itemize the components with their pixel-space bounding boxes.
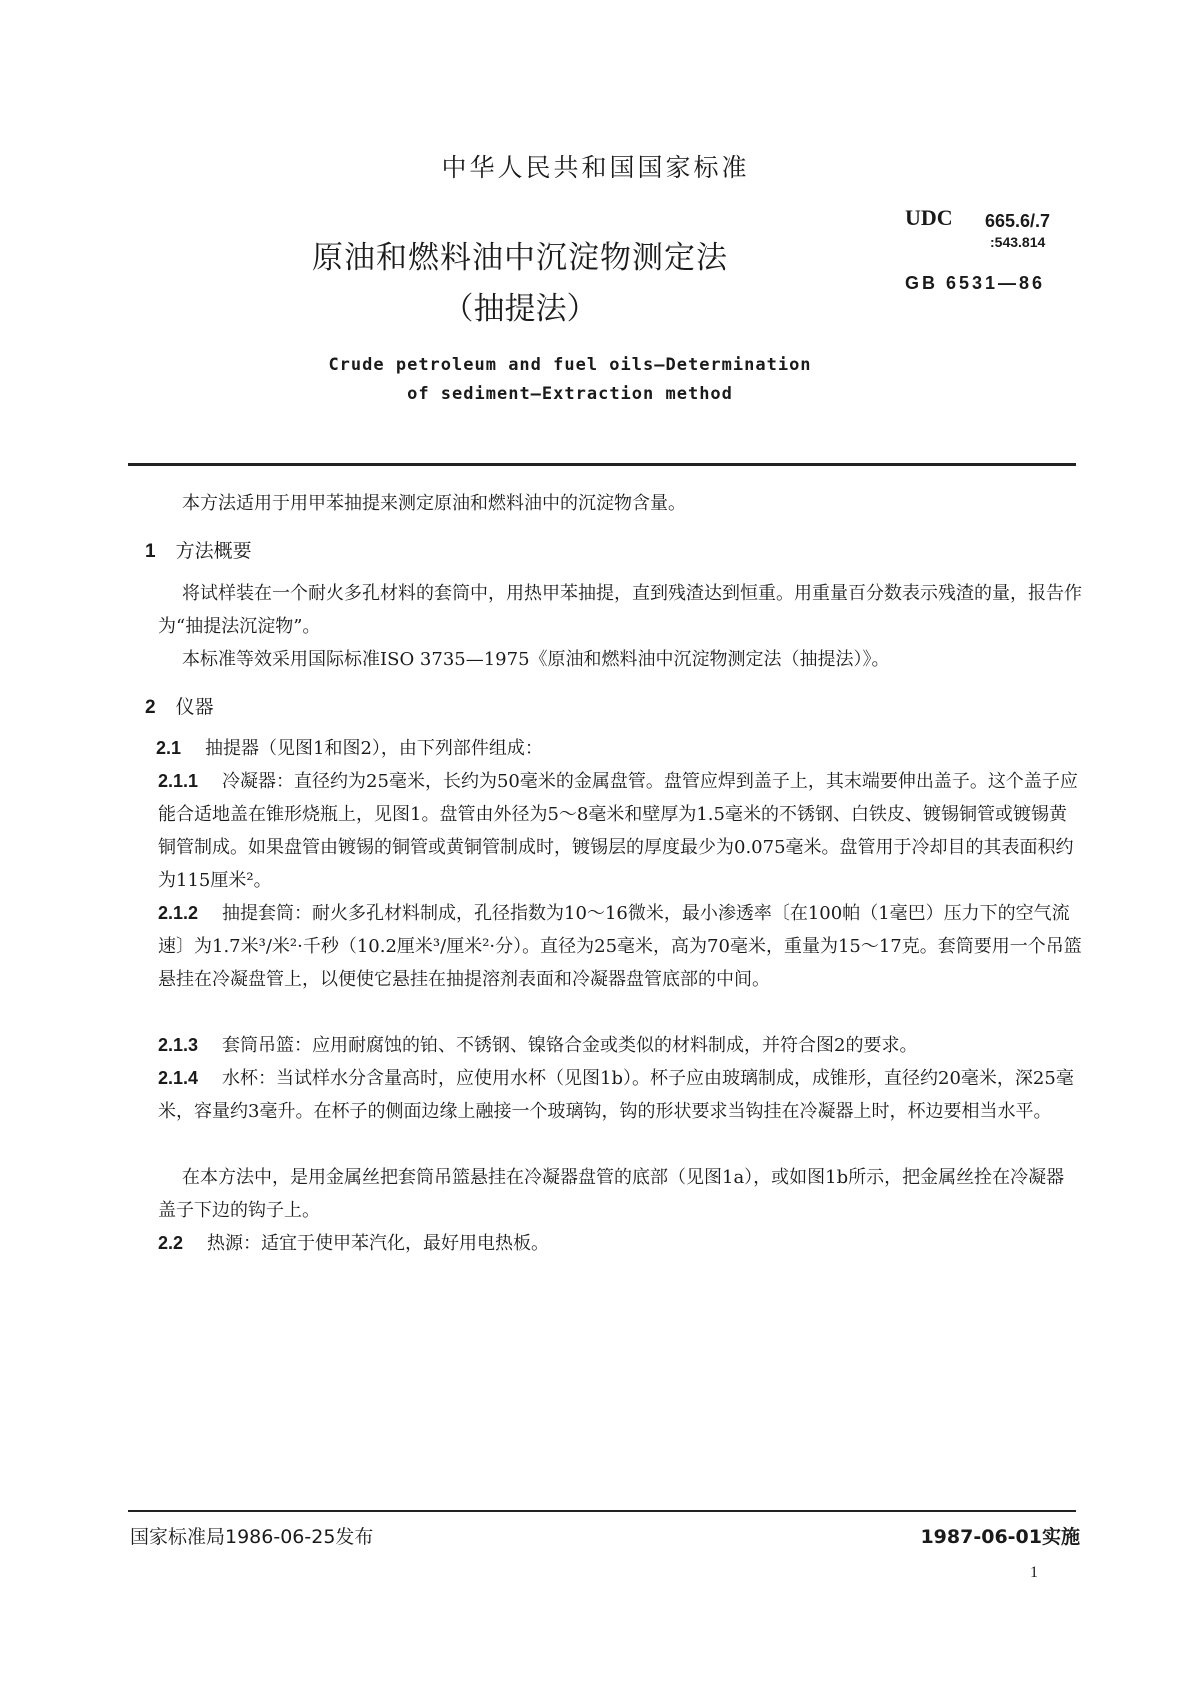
clause-2-1: [158, 732, 1082, 765]
clause-2-1-3-text: 套筒吊篮：应用耐腐蚀的铂、不锈钢、镍铬合金或类似的材料制成，并符合图2的要求。: [222, 1035, 918, 1056]
footer-divider: [128, 1510, 1076, 1512]
national-standard-heading: 中华人民共和国国家标准: [441, 153, 750, 182]
document-title-en-line2: of sediment—Extraction method: [407, 384, 733, 404]
clause-2-1-1: [158, 765, 1082, 897]
udc-label: UDC: [905, 205, 953, 230]
document-subtitle-cn: （抽提法）: [442, 291, 598, 327]
section-2-title: 仪器: [175, 696, 214, 718]
issue-date: 国家标准局1986-06-25发布: [130, 1526, 374, 1548]
section-1-heading: [145, 536, 252, 563]
section-1-title: 方法概要: [175, 540, 252, 562]
intro-paragraph: 本方法适用于用甲苯抽提来测定原油和燃料油中的沉淀物含量。: [182, 493, 686, 514]
page-number: 1: [1030, 1564, 1038, 1581]
clause-2-2-number: 2.2: [158, 1233, 184, 1253]
section-1-paragraph-2: 本标准等效采用国际标准ISO 3735—1975《原油和燃料油中沉淀物测定法（抽提法）》。: [182, 649, 890, 670]
clause-2-1-3-number: 2.1.3: [158, 1035, 199, 1055]
udc-value-1: 665.6/.7: [985, 211, 1051, 231]
clause-2-1-2-text: 抽提套筒：耐火多孔材料制成，孔径指数为10～16微米，最小渗透率〔在100帕（1毫巴）压力下的空气流速〕为1.7米³/米²·千秒（10.2厘米³/厘米²·分）。直径为25毫米，高为70毫米，重量为15～17克。套筒要用一个吊篮悬挂在冷凝盘管上，以便使它悬挂在抽提溶剂表面和冷凝器盘管底部的中间。: [158, 903, 1082, 990]
clause-2-1-2: [158, 897, 1082, 996]
clause-2-1-3: [158, 1029, 1082, 1062]
clause-2-2: [158, 1227, 1082, 1260]
clause-2-1-1-number: 2.1.1: [158, 771, 199, 791]
clause-2-2-text: 热源：适宜于使甲苯汽化，最好用电热板。: [207, 1233, 550, 1254]
document-title-cn: 原油和燃料油中沉淀物测定法: [312, 240, 728, 276]
clause-2-1-1-text: 冷凝器：直径约为25毫米，长约为50毫米的金属盘管。盘管应焊到盖子上，其末端要伸出盖子。这个盖子应能合适地盖在锥形烧瓶上，见图1。盘管由外径为5～8毫米和壁厚为1.5毫米的不锈钢、白铁皮、镀锡铜管或镀锡黄铜管制成。如果盘管由镀锡的铜管或黄铜管制成时，镀锡层的厚度最少为0.075毫米。盘管用于冷却目的其表面积约为115厘米²。: [158, 771, 1078, 891]
section-1-number: 1: [145, 541, 156, 562]
header-divider: [128, 463, 1076, 466]
clause-2-1-2-number: 2.1.2: [158, 903, 199, 923]
clause-2-1-4-text: 水杯：当试样水分含量高时，应使用水杯（见图1b）。杯子应由玻璃制成，成锥形，直径约20毫米，深25毫米，容量约3毫升。在杯子的侧面边缘上融接一个玻璃钩，钩的形状要求当钩挂在冷凝器上时，杯边要相当水平。: [158, 1068, 1074, 1122]
section-2-heading: [145, 692, 214, 719]
clause-2-1-number: 2.1: [156, 738, 182, 758]
clause-2-1-4: [158, 1062, 1082, 1128]
udc-value-2: :543.814: [990, 234, 1046, 250]
document-title-en-line1: Crude petroleum and fuel oils—Determination: [328, 355, 812, 375]
gb-number: GB 6531—86: [905, 273, 1046, 293]
clause-2-1-4-paragraph-2: 在本方法中，是用金属丝把套筒吊篮悬挂在冷凝器盘管的底部（见图1a），或如图1b所示，把金属丝拴在冷凝器盖子下边的钩子上。: [158, 1167, 1065, 1221]
clause-2-1-text: 抽提器（见图1和图2），由下列部件组成：: [205, 738, 543, 759]
section-2-number: 2: [145, 697, 156, 718]
section-1-paragraph-1: 将试样装在一个耐火多孔材料的套筒中，用热甲苯抽提，直到残渣达到恒重。用重量百分数表示残渣的量，报告作为“抽提法沉淀物”。: [158, 583, 1082, 637]
clause-2-1-4-number: 2.1.4: [158, 1068, 199, 1088]
effective-date: 1987-06-01实施: [920, 1526, 1080, 1548]
